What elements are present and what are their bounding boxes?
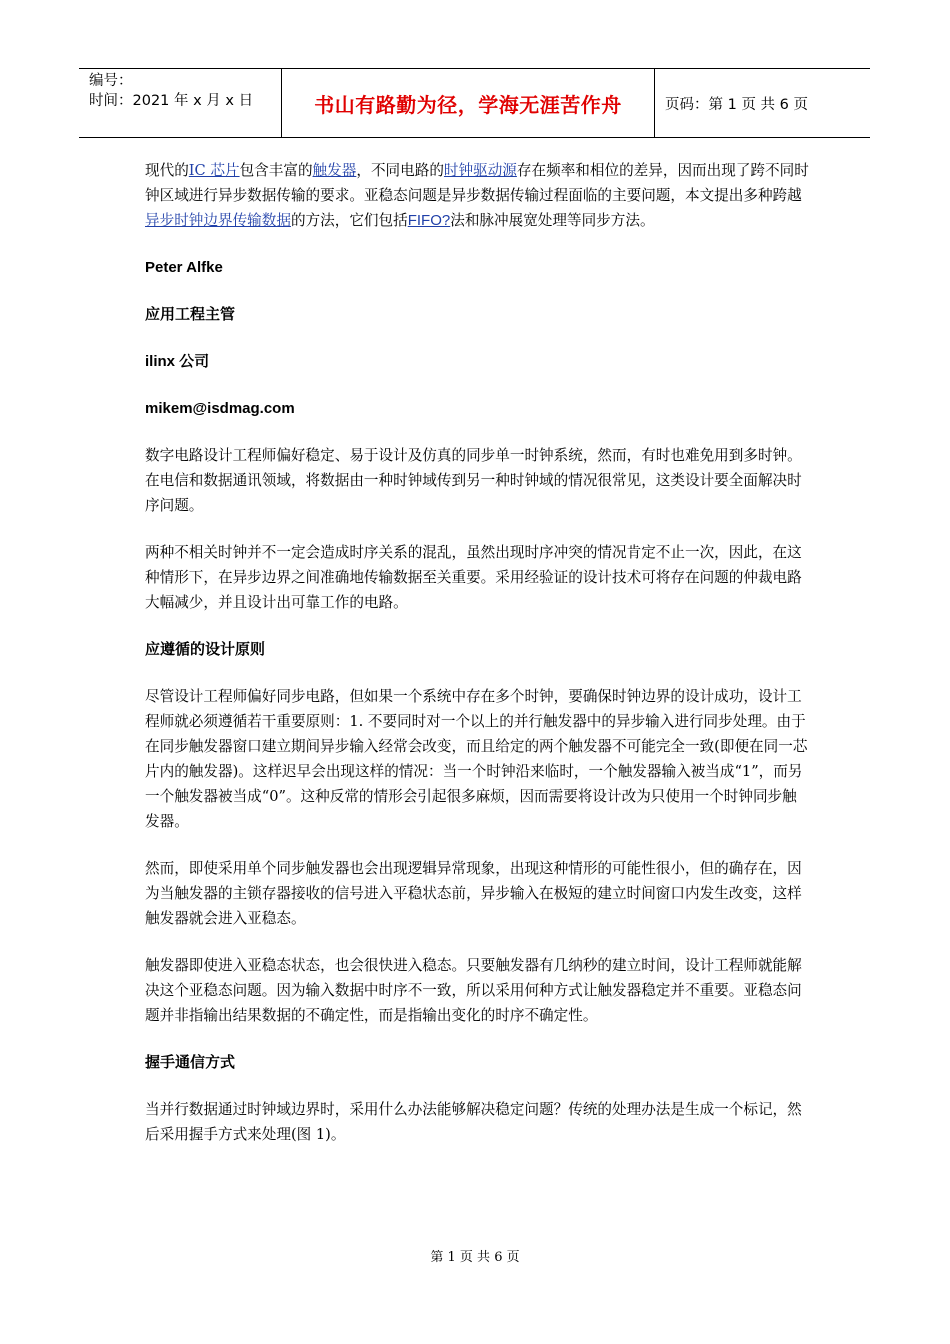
paragraph-1: 数字电路设计工程师偏好稳定、易于设计及仿真的同步单一时钟系统，然而，有时也难免用到多时钟。在电信和数据通讯领域，将数据由一种时钟域传到另一种时钟域的情况很常见，这类设计要全面解决时序问题。 [145, 447, 802, 514]
intro-text: ，不同电路的 [356, 162, 444, 179]
author-title: 应用工程主管 [145, 306, 236, 323]
link-clock-source[interactable]: 时钟驱动源 [443, 162, 517, 179]
author-name: Peter Alfke [145, 259, 223, 276]
intro-text: 现代的 [145, 162, 189, 179]
section-heading-handshake: 握手通信方式 [145, 1054, 236, 1071]
paragraph-4: 然而，即使采用单个同步触发器也会出现逻辑异常现象，出现这种情形的可能性很小，但的确存在，因为当触发器的主锁存器接收的信号进入平稳状态前，异步输入在极短的建立时间窗口内发生改变，这样触发器就会进入亚稳态。 [145, 860, 802, 927]
paragraph-6: 当并行数据通过时钟域边界时，采用什么办法能够解决稳定问题？传统的处理办法是生成一个标记，然后采用握手方式来处理(图 1)。 [145, 1101, 802, 1143]
header-meta-cell [79, 69, 282, 137]
time-label: 时间：2021 年 x 月 x 日 [89, 93, 254, 109]
document-body [145, 158, 809, 1169]
intro-paragraph [145, 158, 809, 233]
link-flipflop[interactable]: 触发器 [312, 162, 357, 179]
intro-text: 法和脉冲展宽处理等同步方法。 [450, 212, 655, 229]
paragraph-3: 尽管设计工程师偏好同步电路，但如果一个系统中存在多个时钟，要确保时钟边界的设计成功，设计工程师就必须遵循若干重要原则：1. 不要同时对一个以上的并行触发器中的异步输入进行同步处理。由于在同步触发器窗口建立期间异步输入经常会改变，而且给定的两个触发器不可能完全一致(即便在同一芯片内的触发器)。这样迟早会出现这样的情况：当一个时钟沿来临时，一个触发器输入被当成“1”，而另一个触发器被当成“0”。这种反常的情形会引起很多麻烦，因而需要将设计改为只使用一个时钟同步触发器。 [145, 688, 808, 830]
paragraph-5: 触发器即使进入亚稳态状态，也会很快进入稳态。只要触发器有几纳秒的建立时间，设计工程师就能解决这个亚稳态问题。因为输入数据中时序不一致，所以采用何种方式让触发器稳定并不重要。亚稳态问题并非指输出结果数据的不确定性，而是指输出变化的时序不确定性。 [145, 957, 802, 1024]
intro-text: 的方法，它们包括 [290, 212, 408, 229]
link-ic-chip[interactable]: IC 芯片 [188, 162, 240, 179]
header-table [79, 68, 870, 138]
header-page-info: 页码：第 1 页 共 6 页 [665, 96, 808, 113]
author-email: mikem@isdmag.com [145, 400, 295, 417]
intro-text: 存在频率和相位的差异，因而出现了跨不同时钟区域进行异步数据传输的要求。亚稳态问题是异步数据传输过程面临的主要问题，本文提出多种跨越 [145, 162, 809, 204]
section-heading-design-principles: 应遵循的设计原则 [145, 641, 266, 658]
code-label: 编号： [89, 73, 133, 89]
header-motto: 书山有路勤为径，学海无涯苦作舟 [282, 69, 655, 137]
paragraph-2: 两种不相关时钟并不一定会造成时序关系的混乱，虽然出现时序冲突的情况肯定不止一次，因此，在这种情形下，在异步边界之间准确地传输数据至关重要。采用经验证的设计技术可将存在问题的仲裁电路大幅减少，并且设计出可靠工作的电路。 [145, 544, 802, 611]
page-footer: 第 1 页 共 6 页 [430, 1250, 520, 1265]
link-fifo[interactable]: FIFO? [407, 212, 451, 229]
author-company: ilinx 公司 [145, 353, 210, 370]
intro-text: 包含丰富的 [239, 162, 313, 179]
link-async-transfer[interactable]: 异步时钟边界传输数据 [145, 212, 291, 229]
